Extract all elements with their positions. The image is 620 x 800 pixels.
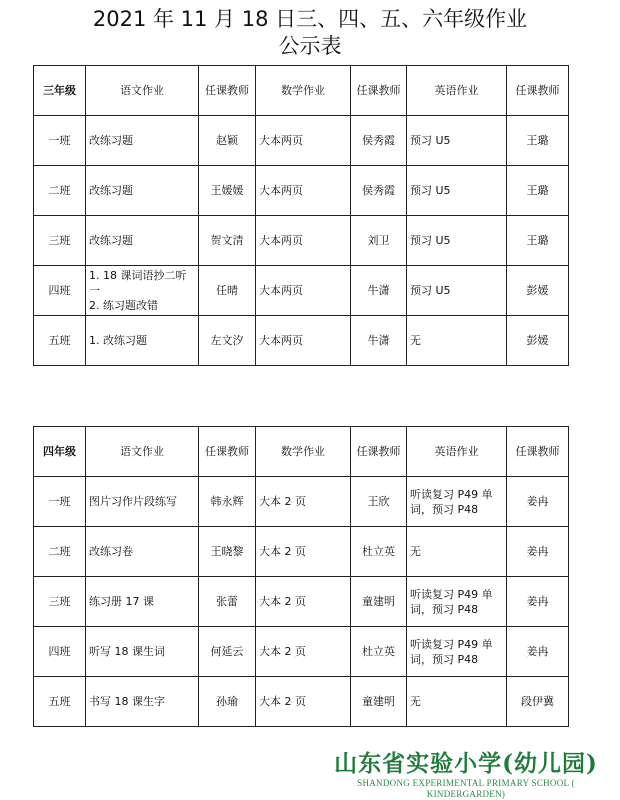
chinese-homework: 练习册 17 课 — [86, 577, 199, 627]
chinese-homework: 图片习作片段练写 — [86, 477, 199, 527]
table-row — [34, 477, 569, 527]
math-teacher: 童建明 — [351, 677, 407, 727]
chinese-homework: 1. 改练习题 — [86, 316, 199, 366]
table-header-row — [34, 66, 569, 116]
math-teacher: 杜立英 — [351, 627, 407, 677]
english-teacher: 王璐 — [507, 166, 569, 216]
class-name: 三班 — [34, 216, 86, 266]
table-row — [34, 166, 569, 216]
math-teacher: 童建明 — [351, 577, 407, 627]
header-math-teacher: 任课教师 — [351, 66, 407, 116]
english-teacher: 王璐 — [507, 216, 569, 266]
english-homework: 预习 U5 — [407, 216, 507, 266]
header-english-teacher: 任课教师 — [507, 427, 569, 477]
math-teacher: 杜立英 — [351, 527, 407, 577]
chinese-teacher: 韩永辉 — [199, 477, 256, 527]
grade-label: 四年级 — [34, 427, 86, 477]
table-row — [34, 677, 569, 727]
header-chinese-teacher: 任课教师 — [199, 66, 256, 116]
school-name-chinese: 山东省实验小学(幼儿园) — [334, 750, 598, 777]
chinese-teacher: 王媛媛 — [199, 166, 256, 216]
school-name-english: SHANDONG EXPERIMENTAL PRIMARY SCHOOL ( KINDERGARDEN) — [357, 778, 575, 799]
table-row — [34, 216, 569, 266]
class-name: 四班 — [34, 266, 86, 316]
class-name: 三班 — [34, 577, 86, 627]
math-homework: 大本 2 页 — [256, 577, 351, 627]
english-homework: 听读复习 P49 单词，预习 P48 — [407, 477, 507, 527]
chinese-teacher: 贺文清 — [199, 216, 256, 266]
chinese-homework: 书写 18 课生字 — [86, 677, 199, 727]
math-teacher: 牛潇 — [351, 266, 407, 316]
english-teacher: 段伊冀 — [507, 677, 569, 727]
grade-4-table — [33, 426, 569, 727]
header-chinese: 语文作业 — [86, 427, 199, 477]
header-english-teacher: 任课教师 — [507, 66, 569, 116]
math-homework: 大本两页 — [256, 266, 351, 316]
chinese-teacher: 赵颖 — [199, 116, 256, 166]
class-name: 五班 — [34, 316, 86, 366]
table-row — [34, 527, 569, 577]
chinese-teacher: 孙瑜 — [199, 677, 256, 727]
table-row — [34, 116, 569, 166]
table-header-row — [34, 427, 569, 477]
class-name: 四班 — [34, 627, 86, 677]
grade-3-table — [33, 65, 569, 366]
header-chinese: 语文作业 — [86, 66, 199, 116]
header-english: 英语作业 — [407, 66, 507, 116]
math-homework: 大本两页 — [256, 166, 351, 216]
header-english: 英语作业 — [407, 427, 507, 477]
page-title — [0, 6, 620, 60]
chinese-homework: 改练习题 — [86, 166, 199, 216]
title-line-1: 2021 年 11 月 18 日三、四、五、六年级作业 — [92, 7, 528, 31]
chinese-teacher: 左文汐 — [199, 316, 256, 366]
math-teacher: 侯秀霞 — [351, 116, 407, 166]
header-chinese-teacher: 任课教师 — [199, 427, 256, 477]
math-teacher: 王欣 — [351, 477, 407, 527]
header-math-teacher: 任课教师 — [351, 427, 407, 477]
english-homework: 无 — [407, 527, 507, 577]
class-name: 二班 — [34, 527, 86, 577]
english-homework: 预习 U5 — [407, 266, 507, 316]
chinese-teacher: 任晴 — [199, 266, 256, 316]
header-math: 数学作业 — [256, 427, 351, 477]
school-logo — [318, 750, 614, 800]
class-name: 一班 — [34, 116, 86, 166]
english-homework: 预习 U5 — [407, 116, 507, 166]
english-teacher: 姜冉 — [507, 577, 569, 627]
chinese-homework: 改练习题 — [86, 216, 199, 266]
math-homework: 大本 2 页 — [256, 527, 351, 577]
class-name: 二班 — [34, 166, 86, 216]
chinese-homework: 听写 18 课生词 — [86, 627, 199, 677]
english-teacher: 姜冉 — [507, 527, 569, 577]
table-row — [34, 316, 569, 366]
math-teacher: 牛潇 — [351, 316, 407, 366]
english-homework: 无 — [407, 316, 507, 366]
math-homework: 大本 2 页 — [256, 677, 351, 727]
chinese-homework: 1. 18 课词语抄二听一 2. 练习题改错 — [86, 266, 199, 316]
english-teacher: 姜冉 — [507, 627, 569, 677]
math-teacher: 侯秀霞 — [351, 166, 407, 216]
class-name: 五班 — [34, 677, 86, 727]
header-math: 数学作业 — [256, 66, 351, 116]
english-homework: 预习 U5 — [407, 166, 507, 216]
class-name: 一班 — [34, 477, 86, 527]
english-teacher: 彭媛 — [507, 316, 569, 366]
english-homework: 听读复习 P49 单词，预习 P48 — [407, 627, 507, 677]
chinese-homework: 改练习题 — [86, 116, 199, 166]
chinese-teacher: 王晓黎 — [199, 527, 256, 577]
grade-label: 三年级 — [34, 66, 86, 116]
chinese-teacher: 何延云 — [199, 627, 256, 677]
table-row — [34, 627, 569, 677]
math-homework: 大本 2 页 — [256, 477, 351, 527]
english-homework: 无 — [407, 677, 507, 727]
english-teacher: 彭媛 — [507, 266, 569, 316]
table-row — [34, 266, 569, 316]
math-homework: 大本两页 — [256, 116, 351, 166]
english-teacher: 王璐 — [507, 116, 569, 166]
math-teacher: 刘卫 — [351, 216, 407, 266]
math-homework: 大本两页 — [256, 316, 351, 366]
math-homework: 大本 2 页 — [256, 627, 351, 677]
table-row — [34, 577, 569, 627]
math-homework: 大本两页 — [256, 216, 351, 266]
english-homework: 听读复习 P49 单词，预习 P48 — [407, 577, 507, 627]
english-teacher: 姜冉 — [507, 477, 569, 527]
title-line-2: 公示表 — [278, 34, 342, 58]
chinese-homework: 改练习卷 — [86, 527, 199, 577]
chinese-teacher: 张蕾 — [199, 577, 256, 627]
